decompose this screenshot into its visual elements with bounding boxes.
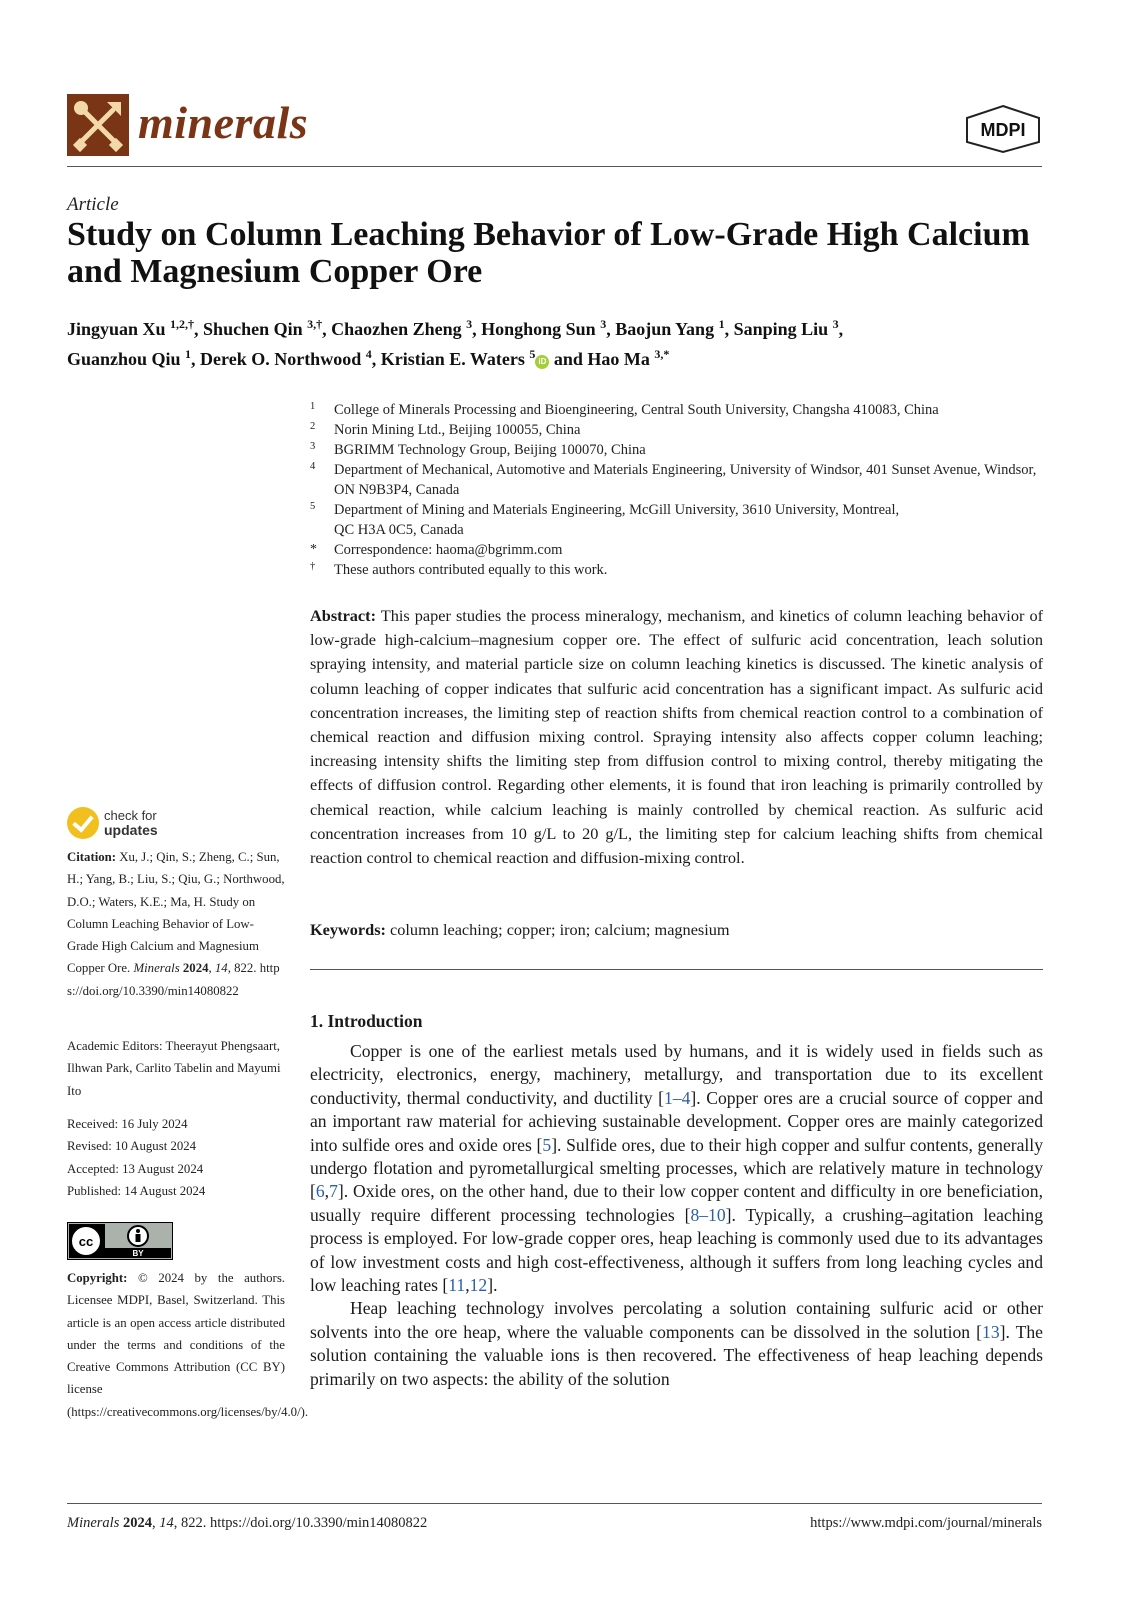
section-heading: 1. Introduction (310, 1011, 423, 1031)
keywords-text: column leaching; copper; iron; calcium; magnesium (390, 920, 730, 939)
header-divider (67, 166, 1042, 167)
author[interactable]: Honghong Sun (481, 319, 596, 339)
author[interactable]: Baojun Yang (615, 319, 715, 339)
journal-name: minerals (138, 97, 309, 148)
footer-divider (67, 1503, 1042, 1504)
keywords (310, 918, 1043, 942)
abstract (310, 604, 1043, 870)
academic-editors: Academic Editors: Theerayut Phengsaart, Ilhwan Park, Carlito Tabelin and Mayumi Ito (67, 1039, 281, 1098)
author[interactable]: Kristian E. Waters (380, 349, 525, 369)
citation-doi-link[interactable]: https://doi.org/10.3390/min14080822 (67, 961, 280, 998)
check-for-updates-button[interactable]: check for updates (67, 806, 167, 842)
svg-text:BY: BY (132, 1249, 144, 1258)
reference-link[interactable]: 7 (329, 1181, 338, 1202)
reference-link[interactable]: 13 (982, 1321, 1000, 1342)
footer-citation: Minerals 2024, 14, 822. https://doi.org/10.3390/min14080822 (67, 1515, 428, 1531)
mdpi-logo-icon[interactable] (963, 104, 1043, 154)
introduction-body (310, 1040, 1043, 1391)
publication-dates: Received: 16 July 2024 Revised: 10 August 2024 Accepted: 13 August 2024 Published: 14 August 2024 (67, 1117, 206, 1198)
reference-link[interactable]: 12 (469, 1275, 488, 1296)
author[interactable]: Derek O. Northwood (200, 349, 362, 369)
paragraph: Heap leaching technology involves percolating a solution containing sulfuric acid or other solvents into the ore heap, where the valuable components can be dissolved in the solution [13]. The solution containing the valuable ions is then recovered. The effectiveness of heap leaching depends primarily on two aspects: the ability of the solution (310, 1298, 1043, 1389)
journal-logo-icon (67, 94, 129, 156)
abstract-text: This paper studies the process mineralogy, mechanism, and kinetics of column leaching behavior of low-grade high-calcium–magnesium copper ore. The effect of sulfuric acid concentration, leach solution spraying intensity, and material particle size on column leaching kinetics is discussed. The kinetic analysis of column leaching of copper indicates that sulfuric acid concentration has a significant impact. As sulfuric acid concentration increases, the limiting step of reaction shifts from chemical reaction control to a combination of chemical reaction and diffusion mixing control. Spraying intensity also affects copper column leaching; increasing intensity shifts the limiting step from diffusion control to mixing control, thereby mitigating the effects of diffusion control. Regarding other elements, it is found that iron leaching is primarily controlled by chemical reaction, while calcium leaching is mainly controlled by chemical reaction. As sulfuric acid concentration increases from 10 g/L to 20 g/L, the limiting step for calcium leaching shifts from chemical reaction control to chemical reaction and diffusion-mixing control. (310, 606, 1044, 868)
section-divider (310, 969, 1043, 970)
abstract-label: Abstract: (310, 606, 377, 625)
orcid-icon[interactable]: iD (535, 355, 549, 369)
affiliation-item: 1 College of Minerals Processing and Bioengineering, Central South University, Changsha 410083, China (310, 401, 939, 418)
affiliation-item: 5 Department of Mining and Materials Engineering, McGill University, 3610 University, Montreal, QC H3A 0C5, Canada (310, 501, 900, 538)
citation: Citation: Xu, J.; Qin, S.; Zheng, C.; Sun, H.; Yang, B.; Liu, S.; Qiu, G.; Northwood, D.O.; Waters, K.E.; Ma, H. Study on Column Leaching Behavior of Low-Grade High Calcium and Magnesium Copper Ore. Minerals 2024, 14, 822. https://doi.org/10.3390/min14080822 (67, 850, 285, 998)
author[interactable]: Guanzhou Qiu (67, 349, 181, 369)
check-updates-icon (67, 807, 99, 839)
reference-link[interactable]: 1–4 (663, 1087, 691, 1108)
author[interactable]: Shuchen Qin (203, 319, 303, 339)
keywords-label: Keywords: (310, 920, 386, 939)
reference-link[interactable]: 6 (315, 1181, 325, 1202)
article-title: Study on Column Leaching Behavior of Low-Grade High Calcium and Magnesium Copper Ore (67, 216, 1030, 290)
author[interactable]: Sanping Liu (733, 319, 829, 339)
footer-journal-link[interactable]: https://www.mdpi.com/journal/minerals (810, 1515, 1042, 1531)
reference-link[interactable]: 8–10 (690, 1204, 726, 1225)
affiliations (310, 400, 1045, 580)
author[interactable]: Jingyuan Xu (67, 319, 166, 339)
copyright-notice: Copyright: © 2024 by the authors. Licensee MDPI, Basel, Switzerland. This article is an open access article distributed under the terms and conditions of the Creative Commons Attribution (CC BY) license (https://creativecommons.org/licenses/by/4.0/). (67, 1271, 309, 1419)
affiliation-item: 3 BGRIMM Technology Group, Beijing 100070, China (310, 441, 646, 458)
cc-by-license-icon[interactable] (67, 1222, 173, 1260)
equal-contribution-note: † These authors contributed equally to this work. (310, 561, 608, 578)
svg-text:MDPI: MDPI (980, 120, 1026, 140)
affiliation-item: 2 Norin Mining Ltd., Beijing 100055, China (310, 421, 581, 438)
author-list: Jingyuan Xu $^{1,2,\dagger}$, Shuchen Qin $^{3,\dagger}$, Chaozhen Zheng $^3$, Honghong Sun $^3$, Baojun Yang $^1$, Sanping Liu $^3$, Guanzhou Qiu $^1$, Derek O. Northwood $^4$, Kristian E. Waters $^5$iD and Hao Ma $^{3,*}$ (67, 317, 844, 369)
reference-link[interactable]: 5 (542, 1134, 552, 1155)
correspondence: * Correspondence: haoma@bgrimm.com (310, 542, 563, 558)
reference-link[interactable]: 11 (448, 1275, 466, 1296)
svg-text:cc: cc (78, 1234, 94, 1249)
article-type: Article (67, 194, 119, 215)
affiliation-item: 4 Department of Mechanical, Automotive and Materials Engineering, University of Windsor, 401 Sunset Avenue, Windsor, ON N9B3P4, Canada (310, 461, 1037, 498)
author[interactable]: Hao Ma (587, 349, 650, 369)
paragraph: Copper is one of the earliest metals used by humans, and it is widely used in fields such as electricity, electronics, energy, machinery, metallurgy, and transportation due to its excellent conductivity, thermal conductivity, and ductility [1–4]. Copper ores are a crucial source of copper and an important raw material for achieving sustainable development. Copper ores are mainly categorized into sulfide ores and oxide ores [5]. Sulfide ores, due to their high copper and sulfur contents, generally undergo flotation and pyrometallurgical smelting processes, which are relatively mature in technology [6,7]. Oxide ores, on the other hand, due to their low copper content and difficulty in ore beneficiation, usually require different processing technologies [8–10]. Typically, a crushing–agitation leaching process is employed. For low-grade copper ores, heap leaching is commonly used due to its advantages of low investment costs and high cost-effectiveness, although it suffers from long leaching cycles and low leaching rates [11,12]. (310, 1041, 1043, 1296)
author[interactable]: Chaozhen Zheng (331, 319, 462, 339)
